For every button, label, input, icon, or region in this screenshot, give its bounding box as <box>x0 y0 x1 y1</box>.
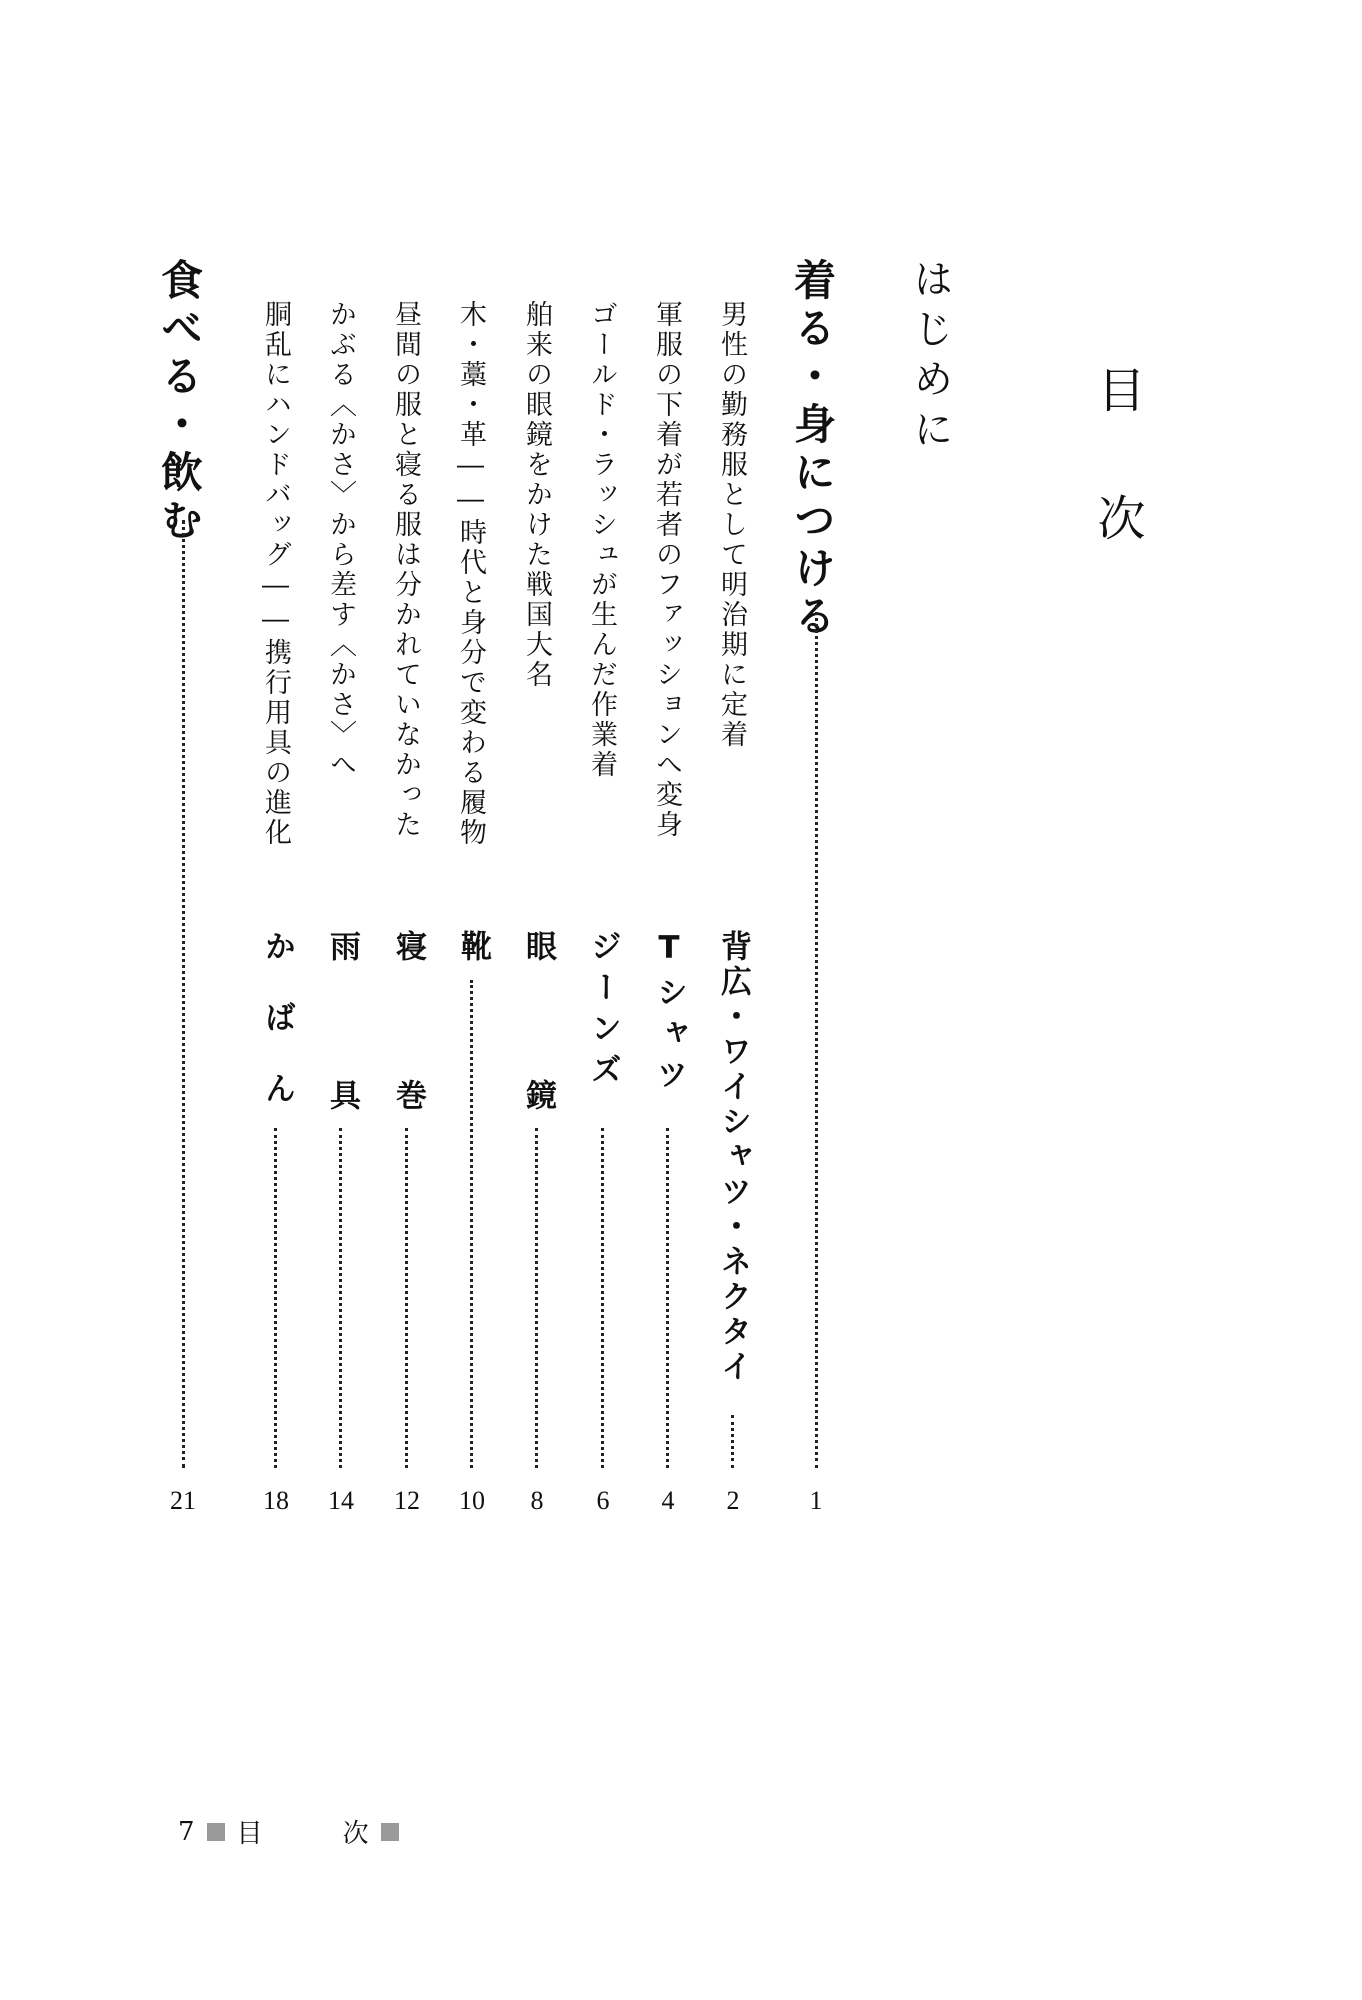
part-title-wearing: 着る・身につける <box>788 258 837 642</box>
chapter-subtitle: 昼間の服と寝る服は分かれていなかった <box>390 300 421 840</box>
leader-dots <box>535 1128 538 1468</box>
chapter-subtitle: ゴールド・ラッシュが生んだ作業着 <box>586 300 617 780</box>
page-number: 6 <box>596 1486 610 1515</box>
chapter-title: 靴 <box>455 930 491 971</box>
chapter-subtitle: かぶる〈かさ〉から差す〈かさ〉へ <box>325 300 356 780</box>
part-title-eating: 食べる・飲む <box>155 258 204 546</box>
gray-square-icon <box>207 1823 225 1841</box>
intro-label: はじめに <box>907 258 953 458</box>
leader-dots <box>666 1128 669 1468</box>
leader-dots <box>470 980 473 1468</box>
leader-dots <box>731 1415 734 1468</box>
page-number: 2 <box>726 1486 740 1515</box>
footer-label: 目 <box>236 1819 263 1849</box>
running-footer <box>178 1813 411 1850</box>
chapter-subtitle: 軍服の下着が若者のファッションへ変身 <box>651 300 682 840</box>
leader-dots <box>405 1128 408 1468</box>
page-number: 10 <box>459 1486 485 1515</box>
page-number: 4 <box>661 1486 675 1515</box>
chapter-title: ジーンズ <box>585 930 621 1094</box>
chapter-title: 眼鏡 <box>520 930 556 1228</box>
leader-dots <box>601 1128 604 1468</box>
chapter-subtitle: 舶来の眼鏡をかけた戦国大名 <box>521 300 552 690</box>
footer-page-number: 7 <box>178 1816 195 1847</box>
chapter-subtitle: 胴乱にハンドバッグ――携行用具の進化 <box>260 300 291 848</box>
gray-square-icon <box>381 1823 399 1841</box>
page-number: 14 <box>328 1486 354 1515</box>
chapter-title: Tシャツ <box>651 930 687 1099</box>
chapter-title: かばん <box>259 930 295 1143</box>
leader-dots <box>182 520 185 1468</box>
chapter-subtitle: 木・藁・革――時代と身分で変わる履物 <box>455 300 486 848</box>
chapter-title: 雨具 <box>324 930 360 1228</box>
chapter-subtitle: 男性の勤務服として明治期に定着 <box>716 300 747 750</box>
chapter-title: 背広・ワイシャツ・ネクタイ <box>715 930 751 1385</box>
page-title: 目次 <box>1089 365 1145 621</box>
page-number: 12 <box>394 1486 420 1515</box>
page-number: 8 <box>530 1486 544 1515</box>
leader-dots <box>339 1128 342 1468</box>
page-number-part1: 1 <box>809 1486 823 1515</box>
chapter-title: 寝巻 <box>390 930 426 1228</box>
footer-label: 次 <box>342 1819 369 1849</box>
page-number-part2: 21 <box>170 1486 196 1515</box>
page-number: 18 <box>263 1486 289 1515</box>
leader-dots <box>274 1128 277 1468</box>
leader-dots <box>815 605 818 1468</box>
